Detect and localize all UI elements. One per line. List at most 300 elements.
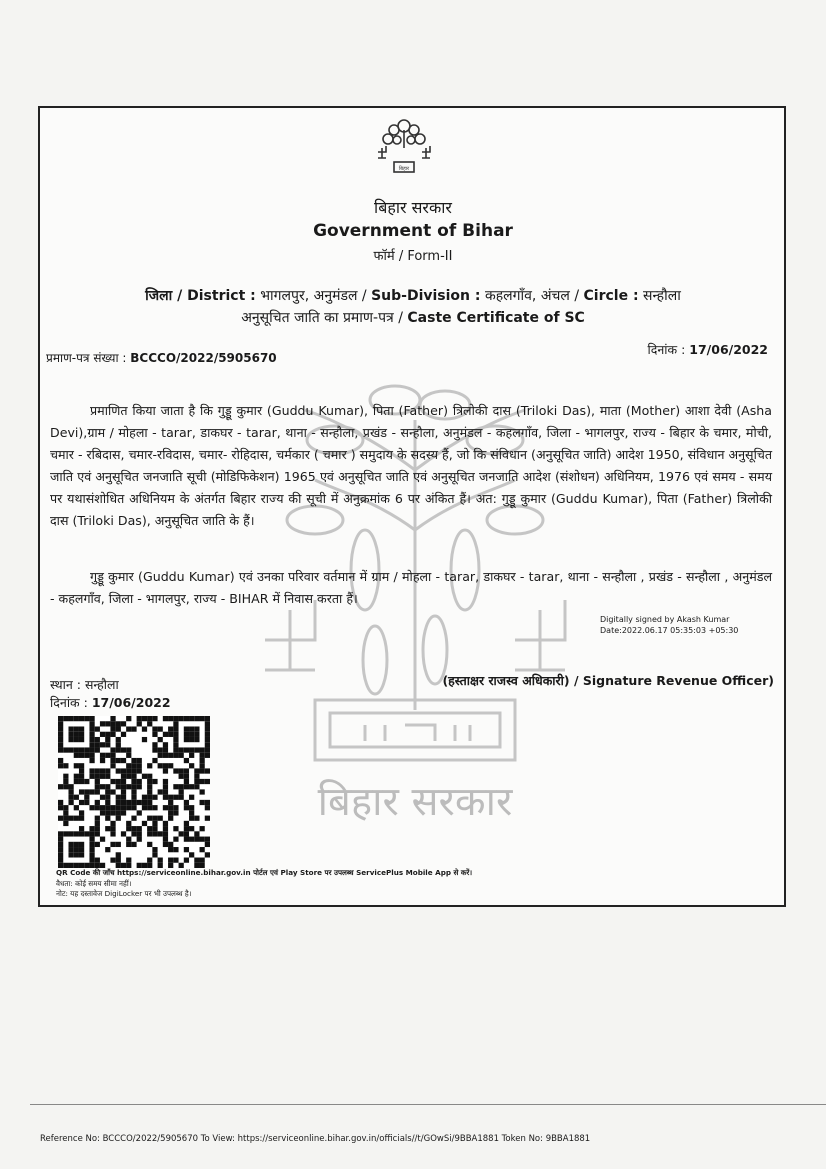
qr-module: [79, 789, 84, 794]
qr-module: [74, 842, 79, 847]
qr-module: [152, 826, 157, 831]
qr-module: [68, 852, 73, 857]
qr-module: [173, 747, 178, 752]
qr-module: [194, 768, 199, 773]
bihar-emblem-icon: [370, 112, 438, 178]
qr-module: [168, 858, 173, 863]
circle-label: Circle :: [583, 288, 639, 304]
qr-module: [68, 789, 73, 794]
qr-module: [68, 784, 73, 789]
qr-module: [142, 716, 147, 721]
qr-module: [89, 726, 94, 731]
qr-module: [58, 758, 63, 763]
district-label: जिला / District :: [145, 288, 256, 304]
signing-date-value: 17/06/2022: [91, 695, 171, 710]
certificate-number-label: प्रमाण-पत्र संख्या :: [46, 351, 127, 365]
qr-module: [173, 858, 178, 863]
qr-module: [79, 816, 84, 821]
qr-module: [74, 847, 79, 852]
qr-module: [58, 763, 63, 768]
qr-module: [110, 789, 115, 794]
qr-module: [189, 737, 194, 742]
qr-module: [89, 805, 94, 810]
qr-module: [158, 763, 163, 768]
qr-module: [126, 716, 131, 721]
qr-module: [189, 753, 194, 758]
watermark-text: बिहार सरकार: [317, 779, 513, 825]
qr-module: [200, 837, 205, 842]
qr-module: [205, 800, 210, 805]
qr-module: [68, 716, 73, 721]
qr-module: [200, 716, 205, 721]
qr-module: [173, 810, 178, 815]
qr-module: [142, 726, 147, 731]
qr-module: [137, 716, 142, 721]
qr-module: [152, 821, 157, 826]
qr-module: [79, 716, 84, 721]
qr-module: [194, 816, 199, 821]
qr-module: [74, 831, 79, 836]
qr-module: [84, 779, 89, 784]
qr-module: [100, 732, 105, 737]
qr-module: [131, 795, 136, 800]
qr-module: [100, 784, 105, 789]
qr-module: [168, 795, 173, 800]
qr-module: [110, 763, 115, 768]
qr-module: [184, 821, 189, 826]
qr-module: [100, 810, 105, 815]
qr-module: [58, 847, 63, 852]
qr-module: [194, 732, 199, 737]
qr-module: [200, 789, 205, 794]
qr-module: [184, 747, 189, 752]
qr-module: [63, 763, 68, 768]
place-label: स्थान :: [50, 677, 81, 692]
qr-module: [110, 810, 115, 815]
qr-module: [189, 732, 194, 737]
qr-module: [147, 831, 152, 836]
qr-module: [179, 753, 184, 758]
qr-module: [142, 737, 147, 742]
qr-module: [168, 726, 173, 731]
qr-module: [89, 842, 94, 847]
qr-module: [95, 816, 100, 821]
qr-module: [173, 716, 178, 721]
qr-module: [126, 837, 131, 842]
qr-module: [184, 831, 189, 836]
qr-module: [58, 721, 63, 726]
qr-module: [179, 789, 184, 794]
qr-module: [79, 852, 84, 857]
qr-module: [131, 826, 136, 831]
qr-module: [68, 737, 73, 742]
qr-module: [89, 847, 94, 852]
qr-module: [89, 768, 94, 773]
qr-module: [58, 816, 63, 821]
qr-module: [74, 816, 79, 821]
qr-module: [173, 742, 178, 747]
qr-module: [168, 842, 173, 847]
qr-module: [147, 763, 152, 768]
qr-module: [116, 758, 121, 763]
qr-module: [163, 763, 168, 768]
qr-module: [152, 726, 157, 731]
qr-module: [184, 779, 189, 784]
qr-module: [121, 768, 126, 773]
qr-module: [126, 768, 131, 773]
subdivision-label: Sub-Division :: [371, 288, 481, 304]
qr-module: [100, 721, 105, 726]
qr-module: [194, 779, 199, 784]
qr-module: [179, 768, 184, 773]
qr-module: [126, 826, 131, 831]
qr-module: [121, 758, 126, 763]
qr-module: [131, 842, 136, 847]
qr-module: [205, 768, 210, 773]
qr-module: [147, 842, 152, 847]
qr-module: [205, 816, 210, 821]
qr-module: [137, 779, 142, 784]
qr-module: [79, 800, 84, 805]
qr-module: [194, 784, 199, 789]
qr-module: [152, 758, 157, 763]
signing-date-label: दिनांक :: [50, 695, 88, 710]
qr-module: [79, 726, 84, 731]
qr-module: [152, 732, 157, 737]
qr-module: [74, 805, 79, 810]
notes: [56, 868, 472, 900]
qr-module: [179, 716, 184, 721]
qr-module: [126, 805, 131, 810]
qr-module: [110, 726, 115, 731]
qr-module: [116, 726, 121, 731]
qr-module: [131, 816, 136, 821]
qr-module: [105, 810, 110, 815]
qr-module: [173, 732, 178, 737]
qr-module: [205, 721, 210, 726]
qr-module: [126, 821, 131, 826]
qr-module: [105, 800, 110, 805]
qr-module: [89, 747, 94, 752]
qr-module: [79, 763, 84, 768]
qr-module: [121, 795, 126, 800]
qr-module: [126, 858, 131, 863]
qr-module: [95, 826, 100, 831]
qr-module: [137, 763, 142, 768]
qr-module: [95, 742, 100, 747]
qr-module: [147, 858, 152, 863]
qr-module: [137, 784, 142, 789]
validity-note: वैधता: कोई समय सीमा नहीं।: [56, 878, 132, 888]
qr-module: [137, 831, 142, 836]
qr-module: [152, 847, 157, 852]
qr-module: [116, 768, 121, 773]
qr-module: [58, 805, 63, 810]
qr-module: [163, 826, 168, 831]
district-line: [0, 286, 826, 305]
qr-module: [63, 831, 68, 836]
certificate-type-english: Caste Certificate of SC: [407, 310, 585, 326]
qr-module: [189, 795, 194, 800]
qr-module: [147, 716, 152, 721]
qr-module: [63, 821, 68, 826]
qr-module: [131, 831, 136, 836]
qr-module: [142, 795, 147, 800]
qr-module: [110, 758, 115, 763]
qr-module: [200, 768, 205, 773]
qr-module: [63, 816, 68, 821]
qr-module: [163, 716, 168, 721]
qr-module: [147, 805, 152, 810]
qr-module: [163, 742, 168, 747]
qr-module: [173, 847, 178, 852]
qr-module: [89, 721, 94, 726]
qr-module: [95, 747, 100, 752]
qr-module: [116, 747, 121, 752]
qr-module: [74, 774, 79, 779]
qr-module: [68, 831, 73, 836]
qr-module: [173, 721, 178, 726]
qr-module: [184, 732, 189, 737]
certificate-number: [46, 349, 277, 366]
qr-module: [89, 858, 94, 863]
qr-module: [137, 768, 142, 773]
qr-module: [89, 774, 94, 779]
qr-module: [74, 763, 79, 768]
digital-signature-signer: Digitally signed by Akash Kumar: [600, 615, 730, 624]
qr-module: [116, 737, 121, 742]
hindi-title: बिहार सरकार: [374, 198, 452, 217]
qr-module: [100, 805, 105, 810]
qr-module: [131, 758, 136, 763]
qr-module: [173, 784, 178, 789]
qr-module: [116, 805, 121, 810]
qr-module: [63, 747, 68, 752]
qr-module: [163, 795, 168, 800]
qr-module: [158, 858, 163, 863]
qr-module: [116, 795, 121, 800]
qr-module: [110, 753, 115, 758]
qr-module: [89, 737, 94, 742]
qr-module: [184, 800, 189, 805]
qr-module: [95, 784, 100, 789]
qr-module: [179, 784, 184, 789]
qr-module: [137, 826, 142, 831]
qr-module: [137, 758, 142, 763]
qr-module: [147, 800, 152, 805]
qr-module: [158, 753, 163, 758]
qr-module: [137, 837, 142, 842]
qr-module: [79, 831, 84, 836]
qr-module: [95, 726, 100, 731]
qr-module: [79, 847, 84, 852]
qr-module: [158, 747, 163, 752]
qr-module: [121, 721, 126, 726]
qr-module: [205, 753, 210, 758]
qr-module: [168, 810, 173, 815]
qr-module: [205, 837, 210, 842]
qr-module: [74, 795, 79, 800]
qr-module: [95, 768, 100, 773]
qr-module: [110, 821, 115, 826]
qr-module: [89, 753, 94, 758]
qr-module: [63, 779, 68, 784]
qr-module: [163, 779, 168, 784]
qr-module: [205, 805, 210, 810]
qr-module: [173, 826, 178, 831]
qr-module: [95, 805, 100, 810]
qr-module: [100, 795, 105, 800]
qr-module: [200, 800, 205, 805]
qr-module: [142, 800, 147, 805]
qr-module: [147, 789, 152, 794]
qr-module: [142, 805, 147, 810]
qr-module: [79, 753, 84, 758]
qr-module: [158, 816, 163, 821]
qr-module: [105, 784, 110, 789]
qr-module: [194, 831, 199, 836]
qr-module: [121, 732, 126, 737]
qr-module: [116, 800, 121, 805]
issue-date-value: 17/06/2022: [689, 342, 768, 357]
qr-module: [152, 747, 157, 752]
qr-module: [131, 774, 136, 779]
qr-module: [131, 763, 136, 768]
qr-module: [105, 816, 110, 821]
qr-module: [147, 816, 152, 821]
qr-module: [58, 742, 63, 747]
qr-module: [58, 852, 63, 857]
qr-module: [110, 747, 115, 752]
qr-module: [147, 721, 152, 726]
signature-revenue-officer: (हस्ताक्षर राजस्व अधिकारी) / Signature Revenue Officer): [442, 673, 774, 688]
qr-module: [152, 816, 157, 821]
qr-module: [116, 816, 121, 821]
qr-module: [184, 847, 189, 852]
qr-module: [84, 800, 89, 805]
qr-module: [184, 716, 189, 721]
qr-module: [100, 837, 105, 842]
qr-module: [205, 737, 210, 742]
english-title: Government of Bihar: [313, 221, 513, 241]
qr-module: [163, 747, 168, 752]
qr-module: [168, 805, 173, 810]
qr-module: [205, 732, 210, 737]
qr-module: [121, 831, 126, 836]
qr-module: [84, 716, 89, 721]
qr-module: [110, 732, 115, 737]
qr-module: [163, 805, 168, 810]
qr-module: [200, 758, 205, 763]
digital-signature: [600, 614, 738, 636]
district-value: भागलपुर, अनुमंडल /: [260, 288, 367, 304]
qr-module: [110, 858, 115, 863]
qr-module: [200, 858, 205, 863]
qr-module: [95, 774, 100, 779]
qr-module: [173, 737, 178, 742]
qr-module: [152, 779, 157, 784]
qr-module: [89, 716, 94, 721]
qr-module: [79, 826, 84, 831]
qr-module: [95, 779, 100, 784]
qr-module: [63, 810, 68, 815]
qr-module: [168, 763, 173, 768]
qr-module: [95, 789, 100, 794]
qr-module: [105, 795, 110, 800]
qr-module: [116, 810, 121, 815]
qr-module: [163, 768, 168, 773]
qr-module: [84, 789, 89, 794]
qr-module: [100, 742, 105, 747]
qr-module: [173, 768, 178, 773]
qr-module: [163, 789, 168, 794]
qr-module: [74, 852, 79, 857]
signing-date: [50, 694, 171, 711]
qr-module: [200, 753, 205, 758]
qr-module: [121, 810, 126, 815]
qr-module: [147, 784, 152, 789]
qr-module: [79, 737, 84, 742]
qr-module: [126, 774, 131, 779]
qr-module: [58, 726, 63, 731]
qr-module: [189, 826, 194, 831]
qr-module: [95, 831, 100, 836]
qr-module: [79, 779, 84, 784]
qr-module: [89, 837, 94, 842]
qr-module: [147, 774, 152, 779]
qr-module: [105, 737, 110, 742]
qr-module: [84, 747, 89, 752]
qr-module: [152, 795, 157, 800]
qr-module: [116, 858, 121, 863]
qr-module: [105, 789, 110, 794]
qr-module: [194, 737, 199, 742]
qr-module: [68, 816, 73, 821]
qr-module: [68, 847, 73, 852]
footer-reference: Reference No: BCCCO/2022/5905670 To View: https://serviceonline.bihar.gov.in/officials//t/GOwSi/9BBA1881 Token No: 9BBA1881: [40, 1134, 591, 1144]
qr-module: [184, 758, 189, 763]
qr-module: [105, 721, 110, 726]
qr-module: [200, 847, 205, 852]
qr-module: [205, 842, 210, 847]
qr-module: [58, 837, 63, 842]
qr-module: [194, 747, 199, 752]
qr-module: [105, 753, 110, 758]
qr-module: [121, 747, 126, 752]
qr-code[interactable]: [58, 716, 210, 868]
qr-module: [173, 753, 178, 758]
qr-module: [184, 826, 189, 831]
place-value: सन्हौला: [84, 677, 119, 692]
qr-module: [126, 726, 131, 731]
qr-module: [179, 747, 184, 752]
qr-module: [152, 742, 157, 747]
qr-module: [163, 837, 168, 842]
qr-module: [147, 795, 152, 800]
qr-module: [58, 716, 63, 721]
qr-module: [179, 774, 184, 779]
qr-module: [205, 779, 210, 784]
qr-module: [173, 726, 178, 731]
qr-module: [110, 805, 115, 810]
qr-module: [205, 852, 210, 857]
qr-module: [110, 842, 115, 847]
qr-module: [184, 774, 189, 779]
qr-module: [189, 837, 194, 842]
qr-module: [142, 774, 147, 779]
qr-module: [126, 784, 131, 789]
qr-module: [58, 800, 63, 805]
